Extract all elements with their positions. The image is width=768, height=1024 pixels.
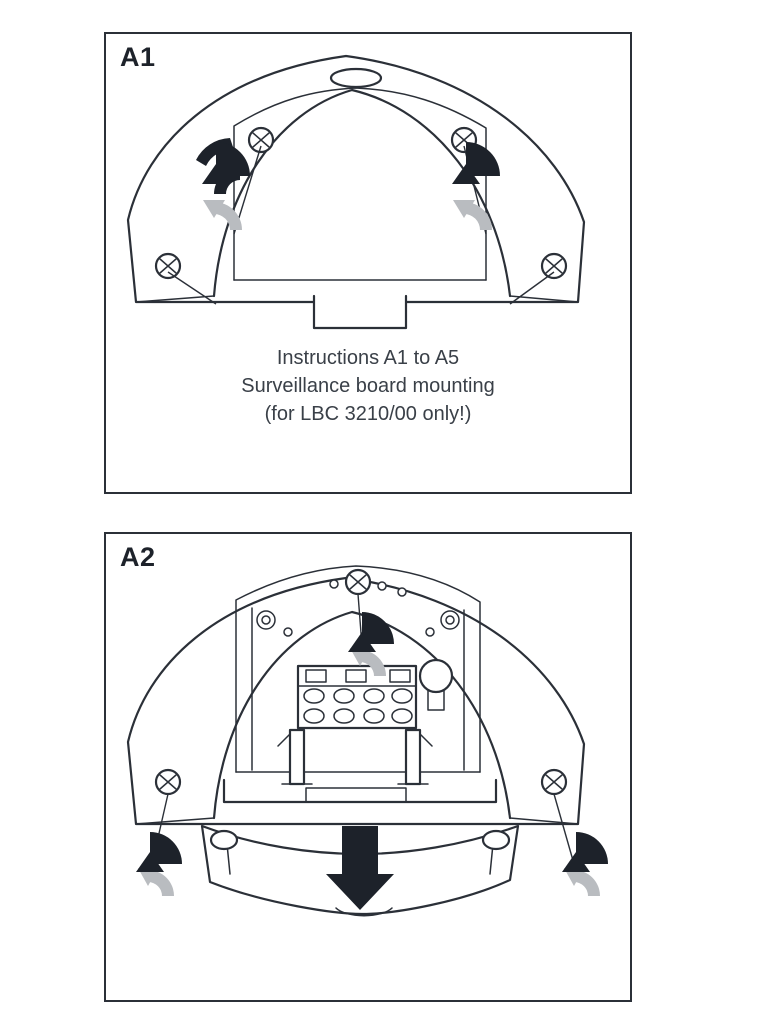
panel-a2-label: A2 xyxy=(120,542,156,572)
panel-a2 xyxy=(104,532,632,1002)
screw-right xyxy=(542,770,566,794)
rotate-arrow-5 xyxy=(562,832,608,896)
terminal-block xyxy=(298,666,416,728)
screw-center-top xyxy=(346,570,370,594)
panel-a1-caption xyxy=(106,344,630,428)
screw-top-left xyxy=(249,128,273,152)
panel-a1 xyxy=(104,32,632,494)
panel-a2-figure xyxy=(106,534,634,974)
rotate-arrow-1 xyxy=(196,138,250,230)
rotate-arrow-4 xyxy=(136,832,182,896)
caption-line-1: Instructions A1 to A5 xyxy=(276,347,460,369)
panel-a1-label: A1 xyxy=(120,42,156,72)
screw-bottom-right xyxy=(542,254,566,278)
screw-left xyxy=(156,770,180,794)
caption-line-3: (for LBC 3210/00 only!) xyxy=(264,403,472,425)
caption-line-2: Surveillance board mounting xyxy=(241,375,495,397)
rotate-arrow-2 xyxy=(452,142,500,230)
panel-a1-figure xyxy=(106,34,634,354)
screw-bottom-left xyxy=(156,254,180,278)
